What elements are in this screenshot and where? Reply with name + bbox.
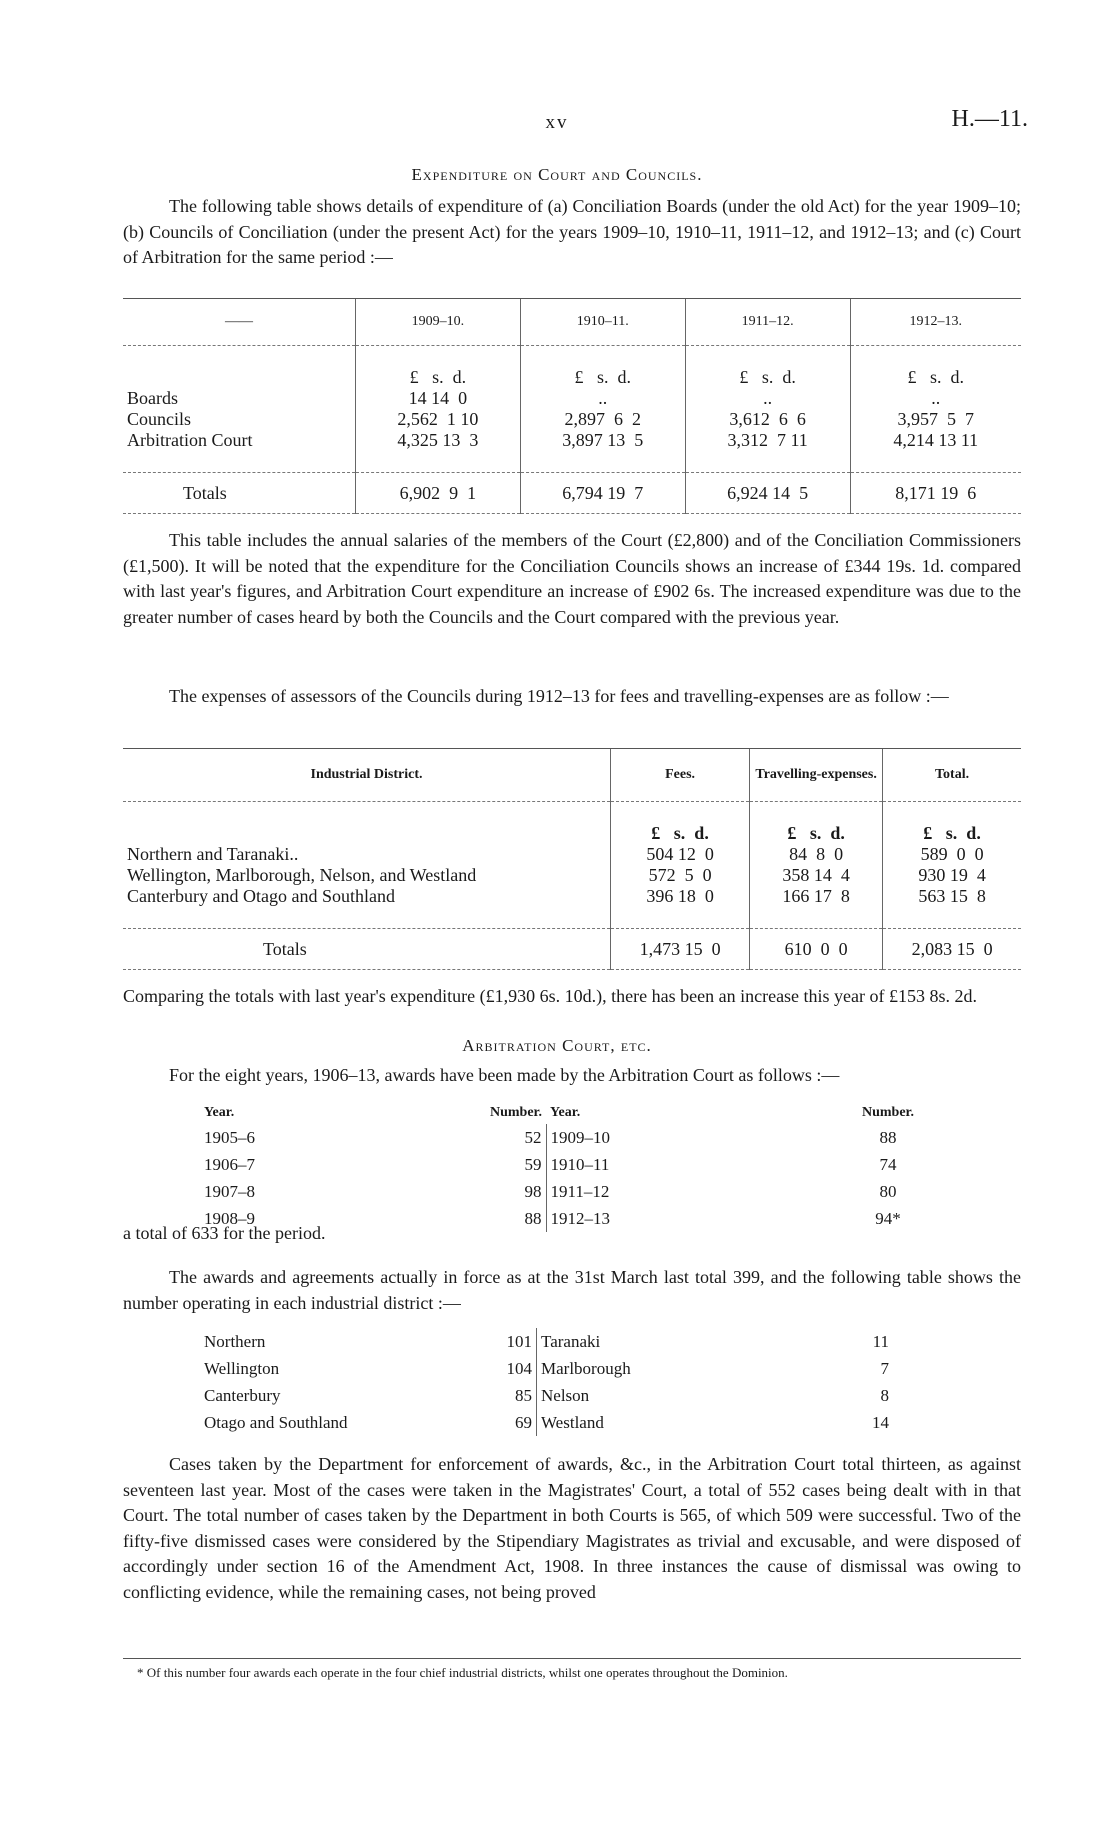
unit-label: £ s. d. (850, 367, 1021, 388)
row-label: Canterbury and Otago and Southland (127, 886, 395, 906)
cell: 3,612 6 6 (685, 409, 850, 430)
cell: 4,325 13 3 (356, 430, 521, 451)
assessors-table (123, 748, 1021, 970)
col-header: 1911–12. (685, 299, 850, 346)
col-header: 1910–11. (520, 299, 685, 346)
cell: 2,897 6 2 (520, 409, 685, 430)
unit-label: £ s. d. (750, 823, 883, 844)
table-row (123, 430, 1021, 451)
cell: 166 17 8 (750, 886, 883, 907)
cell: 563 15 8 (883, 886, 1021, 907)
cell: 3,312 7 11 (685, 430, 850, 451)
year-cell: 1906–7 (204, 1154, 255, 1174)
table-row (200, 1151, 932, 1178)
district-count: 8 (880, 1385, 889, 1405)
year-cell: 1905–6 (204, 1127, 255, 1147)
awards-in-force-paragraph (123, 1265, 1021, 1316)
footnote-text: * Of this number four awards each operate in the four chief industrial districts, whilst one operates throughout the Dominion. (137, 1665, 788, 1680)
number-cell: 80 (879, 1181, 897, 1201)
district-name: Westland (537, 1409, 846, 1436)
year-cell: 1909–10 (546, 1124, 844, 1151)
col-header: 1909–10. (356, 299, 521, 346)
total-cell: 8,171 19 6 (850, 473, 1021, 514)
unit-label: £ s. d. (883, 823, 1021, 844)
district-name: Wellington (204, 1358, 280, 1378)
cell: 589 0 0 (883, 844, 1021, 865)
total-cell: 610 0 0 (750, 929, 883, 970)
year-cell: 1910–11 (546, 1151, 844, 1178)
col-header: 1912–13. (850, 299, 1021, 346)
cell: .. (520, 388, 685, 409)
total-cell: 2,083 15 0 (883, 929, 1021, 970)
awards-intro (123, 1063, 1021, 1089)
footnote-rule (123, 1658, 1021, 1659)
total-cell: 6,924 14 5 (685, 473, 850, 514)
totals-row (123, 473, 1021, 514)
col-header: Total. (883, 749, 1021, 802)
enforcement-paragraph (123, 1452, 1021, 1605)
totals-label: Totals (183, 482, 227, 503)
total-cell: 1,473 15 0 (611, 929, 750, 970)
col-header: Industrial District. (123, 749, 611, 802)
number-cell: 88 (879, 1127, 897, 1147)
total-cell: 6,794 19 7 (520, 473, 685, 514)
comparison-text: Comparing the totals with last year's expenditure (£1,930 6s. 10d.), there has been an increase this year of £153 8s. 2d. (123, 986, 978, 1006)
table-row (200, 1178, 932, 1205)
district-name: Canterbury (204, 1385, 281, 1405)
districts-table (200, 1328, 893, 1436)
number-cell: 88 (524, 1208, 542, 1228)
col-header: Travelling-expenses. (750, 749, 883, 802)
year-cell: 1908–9 (204, 1208, 255, 1228)
page-number: xv (545, 112, 569, 133)
totals-row (123, 929, 1021, 970)
comparison-paragraph (123, 984, 1021, 1010)
totals-label: Totals (263, 938, 307, 959)
district-name: Otago and Southland (204, 1412, 348, 1432)
row-label: Boards (127, 388, 178, 408)
table-row (200, 1328, 893, 1355)
table-row (123, 388, 1021, 409)
section-title-arbitration: Arbitration Court, etc. (462, 1036, 652, 1055)
document-reference: H.—11. (951, 106, 1028, 132)
total-cell: 6,902 9 1 (356, 473, 521, 514)
table-row (123, 409, 1021, 430)
cell: .. (685, 388, 850, 409)
awards-table (200, 1102, 932, 1232)
intro-paragraph (123, 194, 1021, 271)
number-cell: 59 (524, 1154, 542, 1174)
row-label: Arbitration Court (127, 430, 253, 450)
expenditure-table (123, 298, 1021, 514)
cell: 930 19 4 (883, 865, 1021, 886)
cell: 3,897 13 5 (520, 430, 685, 451)
cell: 504 12 0 (611, 844, 750, 865)
table-row (123, 844, 1021, 865)
table-row (123, 865, 1021, 886)
unit-label: £ s. d. (611, 823, 750, 844)
assessors-paragraph (123, 684, 1021, 710)
cell: 14 14 0 (356, 388, 521, 409)
number-cell: 74 (879, 1154, 897, 1174)
total-period-note (123, 1221, 1021, 1247)
unit-label: £ s. d. (356, 367, 521, 388)
total-period-text: a total of 633 for the period. (123, 1223, 326, 1243)
number-cell: 98 (524, 1181, 542, 1201)
cell: 3,957 5 7 (850, 409, 1021, 430)
awards-in-force-text: The awards and agreements actually in force as at the 31st March last total 399, and the following table shows the number operating in each industrial district :— (123, 1267, 1021, 1313)
district-count: 7 (880, 1358, 889, 1378)
cell: .. (850, 388, 1021, 409)
district-name: Nelson (537, 1382, 846, 1409)
table-row (200, 1382, 893, 1409)
row-label: Northern and Taranaki.. (127, 844, 299, 864)
intro-text: The following table shows details of expenditure of (a) Conciliation Boards (under the old Act) for the year 1909–10; (b) Councils of Conciliation (under the present Act) for the years 1909–10, 1910–11, 1911–12, and 1912–13; and (c) Court of Arbitration for the same period :— (123, 196, 1021, 267)
district-count: 69 (515, 1412, 532, 1432)
district-name: Taranaki (537, 1328, 846, 1355)
section-title-expenditure: Expenditure on Court and Councils. (411, 165, 703, 184)
cell: 2,562 1 10 (356, 409, 521, 430)
col-header: Fees. (611, 749, 750, 802)
unit-label: £ s. d. (520, 367, 685, 388)
table-row (200, 1409, 893, 1436)
footnote (123, 1664, 1021, 1681)
table-corner: —— (123, 299, 356, 346)
district-count: 14 (872, 1412, 889, 1432)
district-count: 11 (872, 1331, 889, 1351)
cell: 396 18 0 (611, 886, 750, 907)
year-cell: 1912–13 (546, 1205, 844, 1232)
year-header: Year. (204, 1105, 235, 1120)
table-row (123, 886, 1021, 907)
row-label: Councils (127, 409, 192, 429)
year-cell: 1907–8 (204, 1181, 255, 1201)
row-label: Wellington, Marlborough, Nelson, and Westland (127, 865, 477, 885)
table-row (200, 1124, 932, 1151)
cell: 84 8 0 (750, 844, 883, 865)
enforcement-text: Cases taken by the Department for enforcement of awards, &c., in the Arbitration Court total thirteen, as against seventeen last year. Most of the cases were taken in the Magistrates' Court, a total of 552 cases being dealt with in that Court. The total number of cases taken by the Department in both Courts is 565, of which 509 were successful. Two of the fifty-five dismissed cases were considered by the Stipendiary Magistrates as trivial and excusable, and were disposed of accordingly under section 16 of the Amendment Act, 1908. In three instances the cause of dismissal was owing to conflicting evidence, while the remaining cases, not being proved (123, 1454, 1021, 1602)
cell: 572 5 0 (611, 865, 750, 886)
district-count: 101 (506, 1331, 532, 1351)
year-cell: 1911–12 (546, 1178, 844, 1205)
salaries-text: This table includes the annual salaries of the members of the Court (£2,800) and of the Conciliation Commissioners (£1,500). It will be noted that the expenditure for the Conciliation Councils shows an increase of £344 19s. 1d. compared with last year's figures, and Arbitration Court expenditure an increase of £902 6s. The increased expenditure was due to the greater number of cases heard by both the Councils and the Court compared with the previous year. (123, 530, 1021, 627)
district-count: 104 (506, 1358, 532, 1378)
district-count: 85 (515, 1385, 532, 1405)
cell: 4,214 13 11 (850, 430, 1021, 451)
salaries-paragraph (123, 528, 1021, 630)
unit-label: £ s. d. (685, 367, 850, 388)
number-header: Number. (862, 1105, 914, 1120)
assessors-text: The expenses of assessors of the Councils during 1912–13 for fees and travelling-expenses are as follow :— (169, 686, 949, 706)
district-name: Northern (204, 1331, 266, 1351)
number-header: Number. (490, 1105, 542, 1120)
district-name: Marlborough (537, 1355, 846, 1382)
number-cell: 52 (524, 1127, 542, 1147)
number-cell: 94* (875, 1208, 901, 1228)
year-header: Year. (550, 1105, 581, 1120)
awards-intro-text: For the eight years, 1906–13, awards have been made by the Arbitration Court as follows :— (169, 1065, 840, 1085)
cell: 358 14 4 (750, 865, 883, 886)
table-row (200, 1355, 893, 1382)
